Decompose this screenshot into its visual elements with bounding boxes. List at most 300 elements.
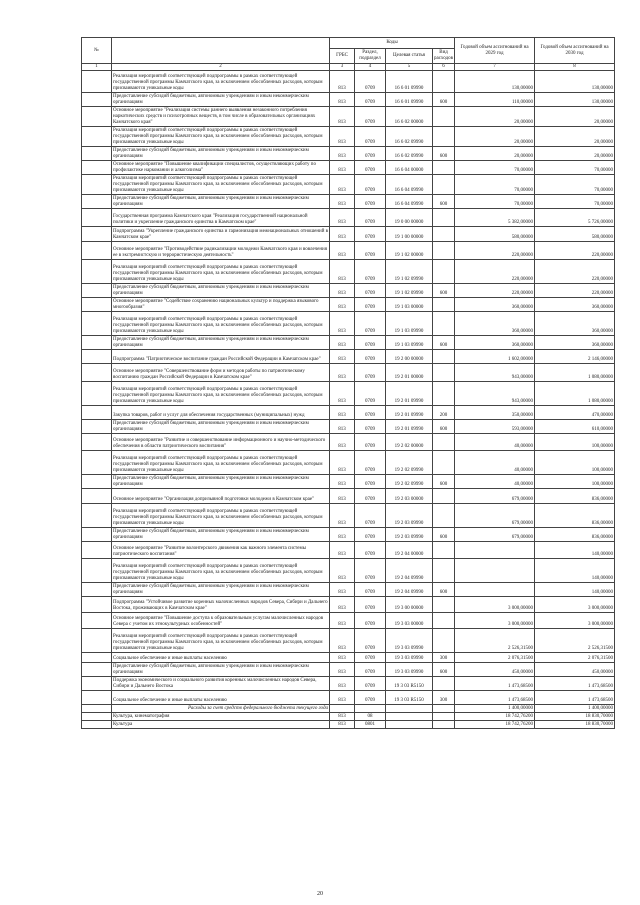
row-value-2029: 1 602,00000 [455, 350, 535, 364]
row-razdel: 0709 [355, 559, 386, 583]
row-value-2029 [455, 542, 535, 559]
table-row [82, 71, 615, 93]
row-value-2029: 5 382,00000 [455, 209, 535, 227]
row-grbs: 813 [330, 489, 355, 504]
row-grbs: 813 [330, 350, 355, 364]
row-name: Реализация мероприятий соответствующей подпрограммы в рамках соответствующей государственной программы Камчатского края, за исключением обособленных расходов, которым присваиваются уникальные коды [112, 127, 330, 147]
row-value-2030: 1 473,68500 [535, 677, 615, 691]
row-name: Основное мероприятие "Организация допризывной подготовки молодежи в Камчатском крае" [112, 489, 330, 504]
row-csr [386, 705, 433, 713]
row-value-2030: 220,00000 [535, 242, 615, 260]
row-vid: 300 [433, 691, 455, 705]
row-number-cell [82, 559, 112, 583]
row-razdel: 0709 [355, 195, 386, 209]
row-name: Основное мероприятие "Развитие и совершенствование информационного и научно-методического обеспечения в области патриотического воспитания" [112, 434, 330, 451]
row-value-2030: 18 830,70000 [535, 721, 615, 729]
table-row [82, 663, 615, 677]
row-value-2029: 593,00000 [455, 420, 535, 434]
row-csr: 19 1 02 09990 [386, 260, 433, 284]
row-csr: 19 3 00 00000 [386, 597, 433, 613]
row-grbs: 813 [330, 613, 355, 629]
row-csr: 19 2 04 09990 [386, 583, 433, 597]
row-vid [433, 489, 455, 504]
row-name: Реализация мероприятий соответствующей подпрограммы в рамках соответствующей государственной программы Камчатского края, за исключением обособленных расходов, которым присваиваются уникальные коды [112, 71, 330, 93]
row-value-2030: 3 000,00000 [535, 613, 615, 629]
table-row [82, 705, 615, 713]
row-value-2029: 679,00000 [455, 528, 535, 542]
row-name: Подпрограмма "Устойчивое развитие коренных малочисленных народов Севера, Сибири и Дальнего Востока, проживающих в Камчатском крае" [112, 597, 330, 613]
row-number-cell [82, 677, 112, 691]
row-grbs: 813 [330, 434, 355, 451]
row-vid [433, 298, 455, 312]
row-razdel: 0709 [355, 336, 386, 350]
row-vid [433, 107, 455, 127]
row-grbs: 813 [330, 677, 355, 691]
table-row [82, 242, 615, 260]
row-razdel: 0709 [355, 260, 386, 284]
row-number-cell [82, 336, 112, 350]
row-value-2029: 20,00000 [455, 127, 535, 147]
row-csr: 16 6 02 00000 [386, 107, 433, 127]
row-vid [433, 597, 455, 613]
table-row [82, 721, 615, 729]
row-vid [433, 504, 455, 528]
row-razdel: 0709 [355, 489, 386, 504]
row-value-2029: 679,00000 [455, 489, 535, 504]
row-value-2029: 40,00000 [455, 475, 535, 489]
row-razdel: 0709 [355, 597, 386, 613]
row-number-cell [82, 420, 112, 434]
row-value-2029: 943,00000 [455, 382, 535, 406]
row-number-cell [82, 127, 112, 147]
row-name: Подпрограмма "Укрепление гражданского единства и гармонизация межнациональных отношений в Камчатском крае" [112, 227, 330, 242]
table-row [82, 713, 615, 721]
row-grbs: 813 [330, 597, 355, 613]
row-grbs: 813 [330, 227, 355, 242]
row-value-2030: 2 526,31500 [535, 629, 615, 653]
row-value-2029: 350,00000 [455, 406, 535, 420]
row-grbs: 813 [330, 284, 355, 298]
row-razdel: 0709 [355, 677, 386, 691]
row-value-2029: 220,00000 [455, 242, 535, 260]
row-csr [386, 713, 433, 721]
row-csr: 19 2 01 09990 [386, 420, 433, 434]
row-number-cell [82, 542, 112, 559]
row-csr: 16 6 04 09990 [386, 175, 433, 195]
row-name: Закупка товаров, работ и услуг для обеспечения государственных (муниципальных) нужд [112, 406, 330, 420]
row-value-2029: 40,00000 [455, 434, 535, 451]
row-grbs: 813 [330, 195, 355, 209]
row-value-2029: 2 076,31500 [455, 653, 535, 663]
row-csr: 19 1 02 00000 [386, 242, 433, 260]
row-value-2030: 836,00000 [535, 489, 615, 504]
row-value-2030: 360,00000 [535, 312, 615, 336]
budget-sheet [81, 37, 614, 729]
table-row [82, 336, 615, 350]
row-vid [433, 350, 455, 364]
row-razdel: 0709 [355, 420, 386, 434]
row-name: Предоставление субсидий бюджетным, автономным учреждениям и иным некоммерческим организациям [112, 420, 330, 434]
row-grbs: 813 [330, 475, 355, 489]
row-number-cell [82, 713, 112, 721]
row-csr: 16 6 01 09990 [386, 71, 433, 93]
row-csr: 16 6 02 09990 [386, 127, 433, 147]
row-value-2030: 1 400,00000 [535, 705, 615, 713]
row-value-2030: 18 830,70000 [535, 713, 615, 721]
table-row [82, 209, 615, 227]
row-razdel: 0709 [355, 364, 386, 382]
row-number-cell [82, 298, 112, 312]
colnum: 6 [433, 64, 455, 71]
page-number: 20 [317, 891, 323, 897]
row-vid [433, 677, 455, 691]
row-vid [433, 364, 455, 382]
row-vid [433, 451, 455, 475]
row-value-2030: 70,00000 [535, 161, 615, 175]
row-csr: 19 1 00 00000 [386, 227, 433, 242]
row-value-2029: 20,00000 [455, 147, 535, 161]
row-grbs: 813 [330, 504, 355, 528]
row-value-2029: 360,00000 [455, 312, 535, 336]
table-row [82, 475, 615, 489]
row-name: Предоставление субсидий бюджетным, автономным учреждениям и иным некоммерческим организациям [112, 528, 330, 542]
row-vid [433, 721, 455, 729]
row-csr: 19 2 00 00000 [386, 350, 433, 364]
row-name: Реализация мероприятий соответствующей подпрограммы в рамках соответствующей государственной программы Камчатского края, за исключением обособленных расходов, которым присваиваются уникальные коды [112, 504, 330, 528]
row-value-2029: 20,00000 [455, 107, 535, 127]
row-grbs: 813 [330, 721, 355, 729]
row-value-2030: 220,00000 [535, 260, 615, 284]
row-number-cell [82, 705, 112, 713]
row-grbs: 813 [330, 583, 355, 597]
row-csr: 19 0 00 00000 [386, 209, 433, 227]
table-row [82, 420, 615, 434]
row-grbs: 813 [330, 713, 355, 721]
row-name: Культура [112, 721, 330, 729]
row-csr: 19 2 02 00000 [386, 434, 433, 451]
row-csr: 19 2 03 09990 [386, 504, 433, 528]
row-vid: 600 [433, 93, 455, 107]
row-vid: 600 [433, 195, 455, 209]
row-number-cell [82, 175, 112, 195]
row-csr: 19 3 03 00000 [386, 613, 433, 629]
row-number-cell [82, 721, 112, 729]
row-value-2029: 450,00000 [455, 663, 535, 677]
row-value-2030: 100,00000 [535, 451, 615, 475]
row-value-2030: 140,00000 [535, 583, 615, 597]
row-csr: 19 1 03 09990 [386, 312, 433, 336]
row-csr: 19 2 03 09990 [386, 528, 433, 542]
row-csr: 19 2 04 00000 [386, 542, 433, 559]
table-row [82, 542, 615, 559]
row-grbs: 813 [330, 71, 355, 93]
row-value-2029: 943,00000 [455, 364, 535, 382]
row-name: Социальное обеспечение и иные выплаты населению [112, 691, 330, 705]
row-razdel: 0709 [355, 629, 386, 653]
row-value-2029 [455, 559, 535, 583]
header-codes: Коды [330, 38, 455, 49]
row-grbs: 813 [330, 107, 355, 127]
table-row [82, 312, 615, 336]
row-value-2030: 360,00000 [535, 298, 615, 312]
row-vid: 600 [433, 336, 455, 350]
table-row [82, 583, 615, 597]
row-value-2030: 140,00000 [535, 559, 615, 583]
row-number-cell [82, 195, 112, 209]
row-value-2029: 1 400,00000 [455, 705, 535, 713]
row-csr: 16 6 04 09990 [386, 195, 433, 209]
row-value-2030: 1 080,00000 [535, 382, 615, 406]
row-grbs: 813 [330, 93, 355, 107]
row-value-2029: 220,00000 [455, 260, 535, 284]
row-name: Реализация мероприятий соответствующей подпрограммы в рамках соответствующей государственной программы Камчатского края, за исключением обособленных расходов, которым присваиваются уникальные коды [112, 260, 330, 284]
row-razdel: 0709 [355, 382, 386, 406]
row-razdel: 0709 [355, 475, 386, 489]
row-value-2030: 20,00000 [535, 107, 615, 127]
row-vid [433, 559, 455, 583]
row-number-cell [82, 406, 112, 420]
row-number-cell [82, 312, 112, 336]
row-csr: 19 3 03 09990 [386, 653, 433, 663]
row-grbs: 813 [330, 382, 355, 406]
row-name: Предоставление субсидий бюджетным, автономным учреждениям и иным некоммерческим организациям [112, 284, 330, 298]
row-csr: 16 6 02 09990 [386, 147, 433, 161]
row-razdel: 0709 [355, 583, 386, 597]
colnum: 7 [455, 64, 535, 71]
row-grbs [330, 705, 355, 713]
row-grbs: 813 [330, 406, 355, 420]
row-vid: 600 [433, 420, 455, 434]
table-row [82, 434, 615, 451]
row-value-2029: 360,00000 [455, 298, 535, 312]
table-row [82, 227, 615, 242]
row-value-2029: 679,00000 [455, 504, 535, 528]
row-grbs: 813 [330, 663, 355, 677]
row-name: Основное мероприятие "Содействие сохранению национальных культур и поддержка языкового многообразия" [112, 298, 330, 312]
row-value-2029: 2 526,31500 [455, 629, 535, 653]
row-value-2030: 20,00000 [535, 147, 615, 161]
row-name: Предоставление субсидий бюджетным, автономным учреждениям и иным некоммерческим организациям [112, 663, 330, 677]
row-value-2030: 5 726,00000 [535, 209, 615, 227]
row-number-cell [82, 663, 112, 677]
colnum: 5 [386, 64, 433, 71]
row-number-cell [82, 583, 112, 597]
row-value-2029: 70,00000 [455, 161, 535, 175]
row-razdel: 0709 [355, 227, 386, 242]
header-num: № [82, 38, 112, 64]
row-vid [433, 312, 455, 336]
row-razdel: 0709 [355, 127, 386, 147]
row-name: Реализация мероприятий соответствующей подпрограммы в рамках соответствующей государственной программы Камчатского края, за исключением обособленных расходов, которым присваиваются уникальные коды [112, 382, 330, 406]
row-name: Реализация мероприятий соответствующей подпрограммы в рамках соответствующей государственной программы Камчатского края, за исключением обособленных расходов, которым присваиваются уникальные коды [112, 629, 330, 653]
row-value-2030: 100,00000 [535, 434, 615, 451]
row-name: Реализация мероприятий соответствующей подпрограммы в рамках соответствующей государственной программы Камчатского края, за исключением обособленных расходов, которым присваиваются уникальные коды [112, 451, 330, 475]
row-razdel: 0709 [355, 653, 386, 663]
row-name: Расходы за счет средств федерального бюджета текущего года [112, 705, 330, 713]
row-number-cell [82, 227, 112, 242]
header-name-blank [112, 38, 330, 64]
row-razdel: 0709 [355, 284, 386, 298]
row-number-cell [82, 434, 112, 451]
row-number-cell [82, 350, 112, 364]
row-grbs: 813 [330, 312, 355, 336]
row-value-2030: 220,00000 [535, 284, 615, 298]
row-csr: 19 2 01 09990 [386, 406, 433, 420]
row-razdel: 0709 [355, 161, 386, 175]
table-row [82, 107, 615, 127]
row-vid: 200 [433, 406, 455, 420]
row-razdel: 0709 [355, 504, 386, 528]
row-value-2030: 2 146,00000 [535, 350, 615, 364]
row-vid [433, 613, 455, 629]
row-name: Предоставление субсидий бюджетным, автономным учреждениям и иным некоммерческим организациям [112, 147, 330, 161]
row-name: Предоставление субсидий бюджетным, автономным учреждениям и иным некоммерческим организациям [112, 93, 330, 107]
table-row [82, 382, 615, 406]
row-vid [433, 705, 455, 713]
row-value-2030: 70,00000 [535, 175, 615, 195]
row-vid: 300 [433, 653, 455, 663]
row-razdel: 0709 [355, 434, 386, 451]
row-number-cell [82, 161, 112, 175]
row-number-cell [82, 209, 112, 227]
table-row [82, 613, 615, 629]
row-grbs: 813 [330, 653, 355, 663]
row-razdel: 0709 [355, 663, 386, 677]
budget-table [81, 37, 615, 729]
table-row [82, 298, 615, 312]
row-grbs: 813 [330, 542, 355, 559]
row-value-2029: 40,00000 [455, 451, 535, 475]
row-grbs: 813 [330, 364, 355, 382]
row-value-2029 [455, 583, 535, 597]
row-razdel: 0709 [355, 451, 386, 475]
row-razdel: 0709 [355, 107, 386, 127]
row-name: Предоставление субсидий бюджетным, автономным учреждениям и иным некоммерческим организациям [112, 195, 330, 209]
table-row [82, 175, 615, 195]
row-grbs: 813 [330, 127, 355, 147]
row-value-2030: 20,00000 [535, 127, 615, 147]
row-number-cell [82, 629, 112, 653]
row-vid: 600 [433, 147, 455, 161]
row-name: Основное мероприятие "Повышение квалификации специалистов, осуществляющих работу по профилактике наркомании и алкоголизма" [112, 161, 330, 175]
table-row [82, 406, 615, 420]
row-value-2030: 470,00000 [535, 406, 615, 420]
row-number-cell [82, 528, 112, 542]
row-value-2029: 70,00000 [455, 195, 535, 209]
row-name: Реализация мероприятий соответствующей подпрограммы в рамках соответствующей государственной программы Камчатского края, за исключением обособленных расходов, которым присваиваются уникальные коды [112, 312, 330, 336]
row-grbs: 813 [330, 161, 355, 175]
row-razdel: 0709 [355, 93, 386, 107]
column-numbers-row [82, 64, 615, 71]
row-value-2029: 3 000,00000 [455, 613, 535, 629]
row-grbs: 813 [330, 559, 355, 583]
table-row [82, 161, 615, 175]
colnum: 4 [355, 64, 386, 71]
row-name: Реализация мероприятий соответствующей подпрограммы в рамках соответствующей государственной программы Камчатского края, за исключением обособленных расходов, которым присваиваются уникальные коды [112, 559, 330, 583]
row-value-2029: 70,00000 [455, 175, 535, 195]
row-grbs: 813 [330, 451, 355, 475]
table-row [82, 451, 615, 475]
row-number-cell [82, 489, 112, 504]
row-razdel: 0709 [355, 406, 386, 420]
row-vid [433, 227, 455, 242]
row-grbs: 813 [330, 260, 355, 284]
row-value-2030: 450,00000 [535, 663, 615, 677]
row-razdel: 0709 [355, 691, 386, 705]
row-name: Предоставление субсидий бюджетным, автономным учреждениям и иным некоммерческим организациям [112, 475, 330, 489]
row-razdel: 0709 [355, 147, 386, 161]
header-grbs: ГРБС [330, 49, 355, 64]
header-vid: Вид расходов [433, 49, 455, 64]
row-csr: 19 2 04 09990 [386, 559, 433, 583]
row-number-cell [82, 260, 112, 284]
row-value-2030: 130,00000 [535, 71, 615, 93]
table-row [82, 284, 615, 298]
row-vid: 600 [433, 528, 455, 542]
table-row [82, 147, 615, 161]
row-csr: 19 3 03 09990 [386, 629, 433, 653]
row-value-2030: 610,00000 [535, 420, 615, 434]
row-csr: 19 2 02 09990 [386, 475, 433, 489]
row-name: Предоставление субсидий бюджетным, автономным учреждениям и иным некоммерческим организациям [112, 583, 330, 597]
row-number-cell [82, 71, 112, 93]
row-name: Предоставление субсидий бюджетным, автономным учреждениям и иным некоммерческим организациям [112, 336, 330, 350]
row-vid: 600 [433, 284, 455, 298]
row-number-cell [82, 653, 112, 663]
row-csr: 19 1 03 00000 [386, 298, 433, 312]
row-csr: 19 3 03 R5150 [386, 677, 433, 691]
row-vid [433, 209, 455, 227]
row-grbs: 813 [330, 691, 355, 705]
table-row [82, 364, 615, 382]
row-number-cell [82, 364, 112, 382]
row-csr: 16 6 01 09990 [386, 93, 433, 107]
row-value-2030: 360,00000 [535, 336, 615, 350]
row-value-2029: 1 473,68500 [455, 691, 535, 705]
row-grbs: 813 [330, 209, 355, 227]
row-vid [433, 260, 455, 284]
row-value-2029: 3 000,00000 [455, 597, 535, 613]
row-name: Государственная программа Камчатского края "Реализация государственной национальной политики и укрепление гражданского единства в Камчатском крае" [112, 209, 330, 227]
row-number-cell [82, 504, 112, 528]
header-csr: Целевая статья [386, 49, 433, 64]
table-row [82, 195, 615, 209]
row-name: Основное мероприятие "Совершенствование форм и методов работы по патриотическому воспитанию граждан Российской Федерации в Камчатском крае" [112, 364, 330, 382]
table-row [82, 350, 615, 364]
row-value-2030: 140,00000 [535, 542, 615, 559]
row-value-2030: 1 473,68500 [535, 691, 615, 705]
row-number-cell [82, 451, 112, 475]
row-vid [433, 242, 455, 260]
row-number-cell [82, 147, 112, 161]
row-grbs: 813 [330, 528, 355, 542]
row-grbs: 813 [330, 420, 355, 434]
row-razdel: 0709 [355, 175, 386, 195]
row-grbs: 813 [330, 175, 355, 195]
row-csr: 19 2 01 00000 [386, 364, 433, 382]
row-number-cell [82, 613, 112, 629]
colnum: 8 [535, 64, 615, 71]
row-vid [433, 382, 455, 406]
row-csr: 19 2 01 09990 [386, 382, 433, 406]
row-value-2030: 580,00000 [535, 227, 615, 242]
row-value-2029: 18 742,76200 [455, 713, 535, 721]
row-name: Культура, кинематография [112, 713, 330, 721]
row-csr: 19 1 03 09990 [386, 336, 433, 350]
row-vid [433, 542, 455, 559]
row-value-2030: 2 076,31500 [535, 653, 615, 663]
table-row [82, 677, 615, 691]
